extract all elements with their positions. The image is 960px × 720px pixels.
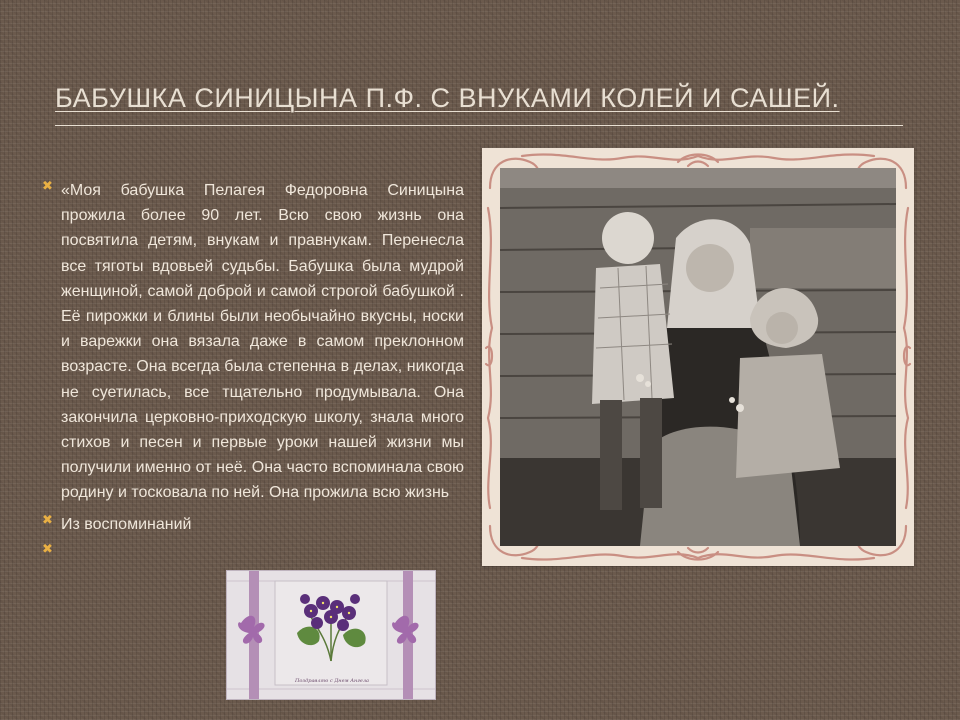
slide-title: БАБУШКА СИНИЦЫНА П.Ф. С ВНУКАМИ КОЛЕЙ И САШЕЙ. xyxy=(55,83,840,113)
source-text: Из воспоминаний xyxy=(61,515,192,533)
source-bullet xyxy=(42,512,464,537)
family-photo-frame xyxy=(482,148,914,566)
family-photo xyxy=(500,168,896,546)
bullet-icon: ✖ xyxy=(42,540,53,556)
title-divider xyxy=(55,125,903,126)
bullet-icon: ✖ xyxy=(42,178,53,193)
photo-illustration-icon xyxy=(500,168,896,546)
bullet-icon: ✖ xyxy=(42,511,53,527)
violet-postcard xyxy=(226,570,436,700)
slide-body xyxy=(42,178,464,563)
quote-bullet xyxy=(42,178,464,506)
empty-bullet xyxy=(42,541,464,563)
postcard-caption: Поздравляю с Днем Ангела xyxy=(294,678,370,684)
memoir-quote: «Моя бабушка Пелагея Федоровна Синицына прожила более 90 лет. Всю свою жизнь она посвятила детям, внукам и правнукам. Перенесла все тяготы вдовьей судьбы. Бабушка была мудрой женщиной, самой доброй и самой строгой бабушкой . Её пирожки и блины были необычайно вкусны, носки и варежки она вязала даже в самом преклонном возрасте. Она всегда была степенна в делах, никогда не суетилась, все тщательно продумывала. Она закончила церковно-приходскую школу, знала много стихов и песен и первые уроки нашей жизни мы получили именно от неё. Она часто вспоминала свою родину и тосковала по ней. Она прожила всю жизнь xyxy=(61,182,464,502)
